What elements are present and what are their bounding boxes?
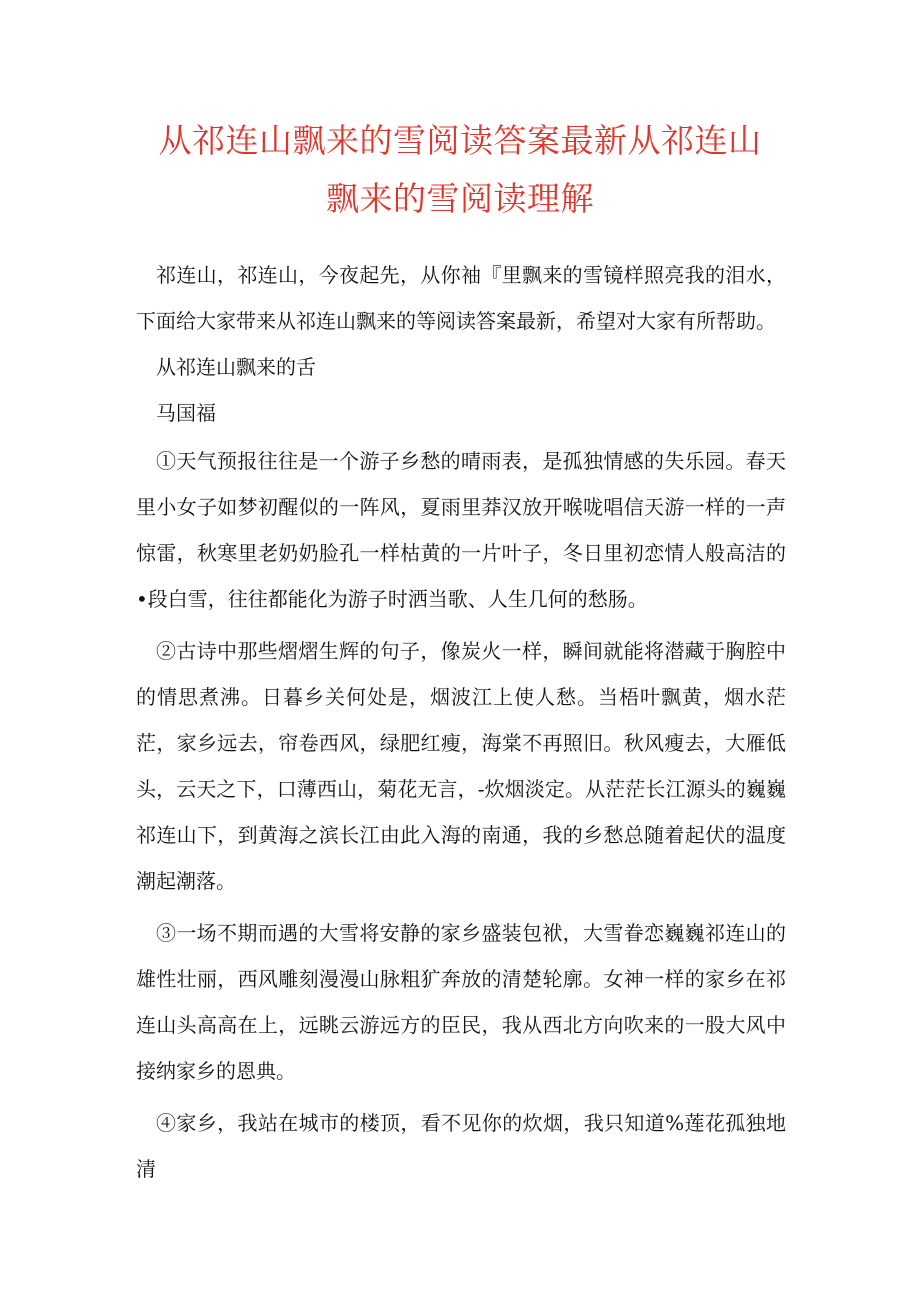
- paragraph-4: ④家乡，我站在城市的楼顶，看不见你的炊烟，我只知道%莲花孤独地清: [136, 1111, 786, 1181]
- title-line-1: 从祁连山飘来的雪阅读答案最新从祁连山: [158, 121, 762, 160]
- paragraph-1: ①天气预报往往是一个游子乡愁的晴雨表，是孤独情感的失乐园。春天里小女子如梦初醒似的一阵风，夏雨里莽汉放开喉咙唱信天游一样的一声惊雷，秋寒里老奶奶脸孔一样枯黄的一片叶子，冬日里初恋情人般高洁的•段白雪，往往都能化为游子时洒当歌、人生几何的愁肠。: [136, 449, 786, 611]
- paragraph-2: ②古诗中那些熠熠生辉的句子，像炭火一样，瞬间就能将潜藏于胸腔中的情思煮沸。日暮乡关何处是，烟波江上使人愁。当梧叶飘黄，烟水茫茫，家乡远去，帘卷西风，绿肥红瘦，海棠不再照旧。秋风瘦去，大雁低头，云天之下，口薄西山，菊花无言，-炊烟淡定。从茫茫长江源头的巍巍祁连山下，到黄海之滨长江由此入海的南通，我的乡愁总随着起伏的温度潮起潮落。: [136, 639, 786, 893]
- paragraph-3: ③一场不期而遇的大雪将安静的家乡盛装包袱，大雪眷恋巍巍祁连山的雄性壮丽，西风雕刻漫漫山脉粗犷奔放的清楚轮廓。女神一样的家乡在祁连山头高高在上，远眺云游远方的臣民，我从西北方向吹来的一股大风中接纳家乡的恩典。: [136, 921, 786, 1083]
- article-subheading: 从祁连山飘来的舌: [156, 355, 316, 379]
- title-line-2: 飘来的雪阅读理解: [326, 179, 594, 218]
- intro-paragraph: 祁连山，祁连山，今夜起先，从你袖『里飘来的雪镜样照亮我的泪水，下面给大家带来从祁连山飘来的等阅读答案最新，希望对大家有所帮助。: [136, 263, 786, 333]
- article-author: 马国福: [156, 401, 216, 425]
- document-body: [136, 252, 786, 1192]
- document-title: [120, 112, 800, 228]
